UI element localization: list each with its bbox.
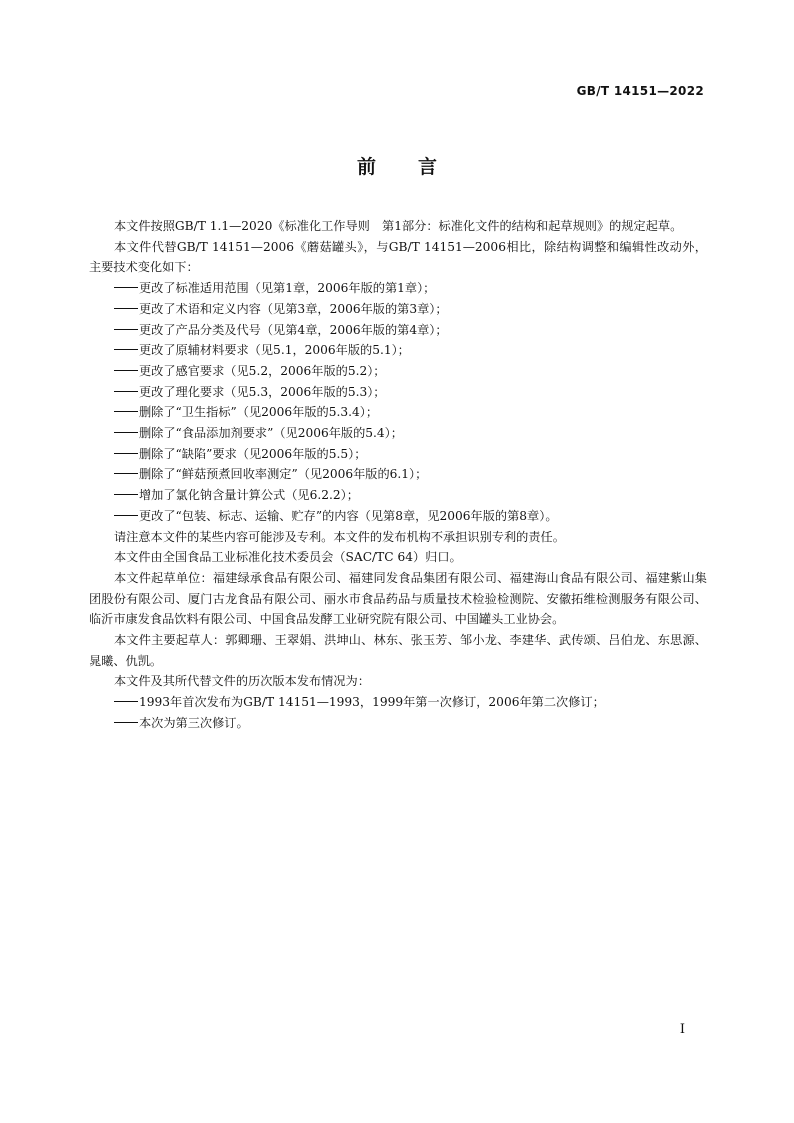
dash-icon <box>114 432 138 433</box>
dash-icon <box>114 329 138 330</box>
list-item-text: 删除了“缺陷”要求（见2006年版的5.5）； <box>139 446 367 461</box>
list-item <box>89 278 707 299</box>
list-item <box>89 692 707 713</box>
list-item <box>89 713 707 734</box>
dash-icon <box>114 349 138 350</box>
paragraph-patent-notice: 请注意本文件的某些内容可能涉及专利。本文件的发布机构不承担识别专利的责任。 <box>114 529 565 544</box>
document-number: GB/T 14151—2022 <box>576 84 704 98</box>
dash-icon <box>114 411 138 412</box>
list-item-text: 本次为第三次修订。 <box>139 715 249 730</box>
dash-icon <box>114 370 138 371</box>
paragraph-drafting-units: 本文件起草单位：福建绿承食品有限公司、福建同发食品集团有限公司、福建海山食品有限公司、福建紫山集团股份有限公司、厦门古龙食品有限公司、丽水市食品药品与质量技术检验检测院、安徽拓维检测服务有限公司、临沂市康发食品饮料有限公司、中国食品发酵工业研究院有限公司、中国罐头工业协会。 <box>89 570 707 627</box>
list-item-text: 更改了术语和定义内容（见第3章，2006年版的第3章）； <box>139 301 448 316</box>
list-item-text: 删除了“食品添加剂要求”（见2006年版的5.4）； <box>139 426 403 441</box>
list-item <box>89 320 707 341</box>
history-list <box>89 692 707 733</box>
list-item <box>89 506 707 527</box>
foreword-body <box>89 216 707 734</box>
list-item <box>89 423 707 444</box>
paragraph-history-intro: 本文件及其所代替文件的历次版本发布情况为： <box>114 674 370 689</box>
list-item <box>89 382 707 403</box>
list-item-text: 删除了“鲜菇预煮回收率测定”（见2006年版的6.1）； <box>139 467 428 482</box>
paragraph-drafters: 本文件主要起草人：郭卿珊、王翠娟、洪坤山、林东、张玉芳、邹小龙、李建华、武传颂、吕伯龙、东思源、晁曦、仇凯。 <box>89 633 707 668</box>
dash-icon <box>114 515 138 516</box>
list-item-text: 更改了感官要求（见5.2，2006年版的5.2）； <box>139 363 386 378</box>
change-list <box>89 278 707 526</box>
list-item-text: 更改了标准适用范围（见第1章，2006年版的第1章）； <box>139 281 436 296</box>
list-item-text: 更改了“包装、标志、运输、贮存”的内容（见第8章，见2006年版的第8章）。 <box>139 508 558 523</box>
list-item <box>89 444 707 465</box>
list-item-text: 增加了氯化钠含量计算公式（见6.2.2）； <box>139 488 359 503</box>
list-item <box>89 402 707 423</box>
dash-icon <box>114 701 138 702</box>
dash-icon <box>114 722 138 723</box>
list-item-text: 删除了“卫生指标”（见2006年版的5.3.4）； <box>139 405 379 420</box>
list-item <box>89 361 707 382</box>
list-item <box>89 485 707 506</box>
paragraph-replacement: 本文件代替GB/T 14151—2006《蘑菇罐头》，与GB/T 14151—2006相比，除结构调整和编辑性改动外，主要技术变化如下： <box>89 239 707 275</box>
list-item-text: 更改了产品分类及代号（见第4章，2006年版的第4章）； <box>139 322 448 337</box>
list-item-text: 1993年首次发布为GB/T 14151—1993，1999年第一次修订，2006年第二次修订； <box>139 695 605 710</box>
paragraph-drafting-rules: 本文件按照GB/T 1.1—2020《标准化工作导则 第1部分：标准化文件的结构和起草规则》的规定起草。 <box>114 219 683 233</box>
dash-icon <box>114 453 138 454</box>
list-item-text: 更改了理化要求（见5.3，2006年版的5.3）； <box>139 384 386 399</box>
list-item <box>89 299 707 320</box>
dash-icon <box>114 473 138 474</box>
page-number: I <box>679 1022 685 1037</box>
list-item-text: 更改了原辅材料要求（见5.1，2006年版的5.1）； <box>139 343 410 358</box>
paragraph-committee: 本文件由全国食品工业标准化技术委员会（SAC/TC 64）归口。 <box>114 550 462 565</box>
page-title: 前言 <box>356 156 479 178</box>
dash-icon <box>114 494 138 495</box>
dash-icon <box>114 308 138 309</box>
dash-icon <box>114 287 138 288</box>
list-item <box>89 340 707 361</box>
list-item <box>89 464 707 485</box>
dash-icon <box>114 391 138 392</box>
